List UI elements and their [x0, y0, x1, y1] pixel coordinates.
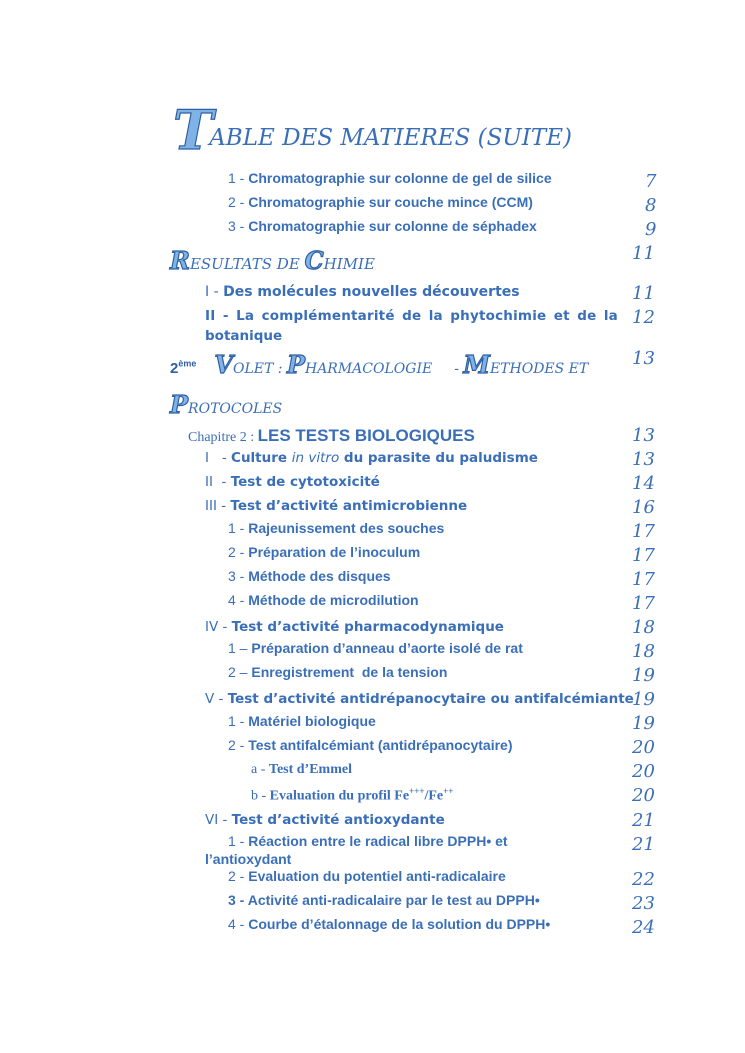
page-number: 17	[632, 521, 655, 542]
toc-item-res-2-cont: botanique	[205, 328, 283, 344]
page-number: 20	[632, 785, 655, 806]
toc-item-iii-2[interactable]: 2 - Préparation de l’inoculum	[228, 544, 421, 560]
toc-item-3[interactable]: 3 - Chromatographie sur colonne de séphadex	[228, 218, 537, 234]
page-number: 14	[632, 473, 655, 494]
toc-item-iv[interactable]: IV - Test d’activité pharmacodynamique	[205, 619, 504, 635]
page-number: 7	[645, 171, 657, 192]
page-number: 19	[632, 713, 655, 734]
page-number: 24	[632, 917, 655, 938]
title-initial: T	[173, 98, 210, 162]
toc-item-iii-1[interactable]: 1 - Rajeunissement des souches	[228, 520, 445, 536]
toc-item-v-2-b[interactable]: b - Evaluation du profil Fe+++/Fe++	[251, 786, 454, 804]
page-number: 22	[632, 869, 655, 890]
toc-item-vi-1-cont: l’antioxydant	[205, 851, 292, 867]
toc-item-v-2-a[interactable]: a - Test d’Emmel	[251, 762, 352, 777]
page-number: 19	[632, 689, 655, 710]
page-number: 18	[632, 617, 655, 638]
page-number: 17	[632, 593, 655, 614]
toc-item-vi[interactable]: VI - Test d’activité antioxydante	[205, 812, 445, 828]
toc-item-i[interactable]: I - Culture in vitro du parasite du paludisme	[205, 450, 538, 466]
page-number: 21	[632, 834, 655, 855]
toc-item-res-2[interactable]: II - La complémentarité de la phytochimie et de la	[205, 308, 618, 324]
chapter-heading[interactable]: Chapitre 2 : LES TESTS BIOLOGIQUES	[188, 426, 475, 445]
page-number: 20	[632, 761, 655, 782]
toc-item-iv-2[interactable]: 2 – Enregistrement de la tension	[228, 664, 448, 680]
toc-item-iii-3[interactable]: 3 - Méthode des disques	[228, 568, 391, 584]
toc-item-iv-1[interactable]: 1 – Préparation d’anneau d’aorte isolé de rat	[228, 640, 523, 656]
toc-item-res-1[interactable]: I - Des molécules nouvelles découvertes	[205, 284, 520, 300]
page-number: 20	[632, 737, 655, 758]
page-title	[173, 98, 572, 162]
section-heading-volet[interactable]: 2ème VOLET : PHARMACOLOGIE - METHODES ET	[170, 350, 589, 379]
page-number: 11	[632, 243, 655, 264]
page-number: 13	[632, 449, 655, 470]
page-number: 11	[632, 283, 655, 304]
toc-item-v-1[interactable]: 1 - Matériel biologique	[228, 713, 376, 729]
page-number: 16	[632, 497, 655, 518]
toc-item-2[interactable]: 2 - Chromatographie sur couche mince (CCM)	[228, 194, 533, 210]
page-number: 18	[632, 641, 655, 662]
toc-item-vi-1[interactable]: 1 - Réaction entre le radical libre DPPH• et	[228, 833, 508, 849]
page-number: 19	[632, 665, 655, 686]
toc-item-vi-2[interactable]: 2 - Evaluation du potentiel anti-radicalaire	[228, 868, 506, 884]
section-heading-protocoles: PROTOCOLES	[170, 390, 283, 419]
toc-item-vi-3[interactable]: 3 - Activité anti-radicalaire par le test au DPPH•	[228, 892, 540, 908]
toc-item-v[interactable]: V - Test d’activité antidrépanocytaire ou antifalcémiante	[205, 691, 634, 707]
page-number: 9	[645, 219, 657, 240]
section-heading-resultats[interactable]: RESULTATS DE CHIMIE	[170, 246, 375, 275]
page-number: 8	[645, 195, 657, 216]
page-number: 13	[632, 425, 655, 446]
toc-item-iii[interactable]: III - Test d’activité antimicrobienne	[205, 498, 468, 514]
toc-item-1[interactable]: 1 - Chromatographie sur colonne de gel de silice	[228, 170, 552, 186]
page-number: 12	[632, 307, 655, 328]
page-number: 13	[632, 348, 655, 369]
toc-item-v-2[interactable]: 2 - Test antifalcémiant (antidrépanocytaire)	[228, 737, 513, 753]
page-number: 17	[632, 545, 655, 566]
title-rest: ABLE DES MATIERES (SUITE)	[209, 125, 572, 151]
page-number: 21	[632, 810, 655, 831]
toc-item-vi-4[interactable]: 4 - Courbe d’étalonnage de la solution du DPPH•	[228, 916, 551, 932]
page-number: 23	[632, 893, 655, 914]
toc-item-iii-4[interactable]: 4 - Méthode de microdilution	[228, 592, 419, 608]
toc-item-ii[interactable]: II - Test de cytotoxicité	[205, 474, 380, 490]
page-number: 17	[632, 569, 655, 590]
